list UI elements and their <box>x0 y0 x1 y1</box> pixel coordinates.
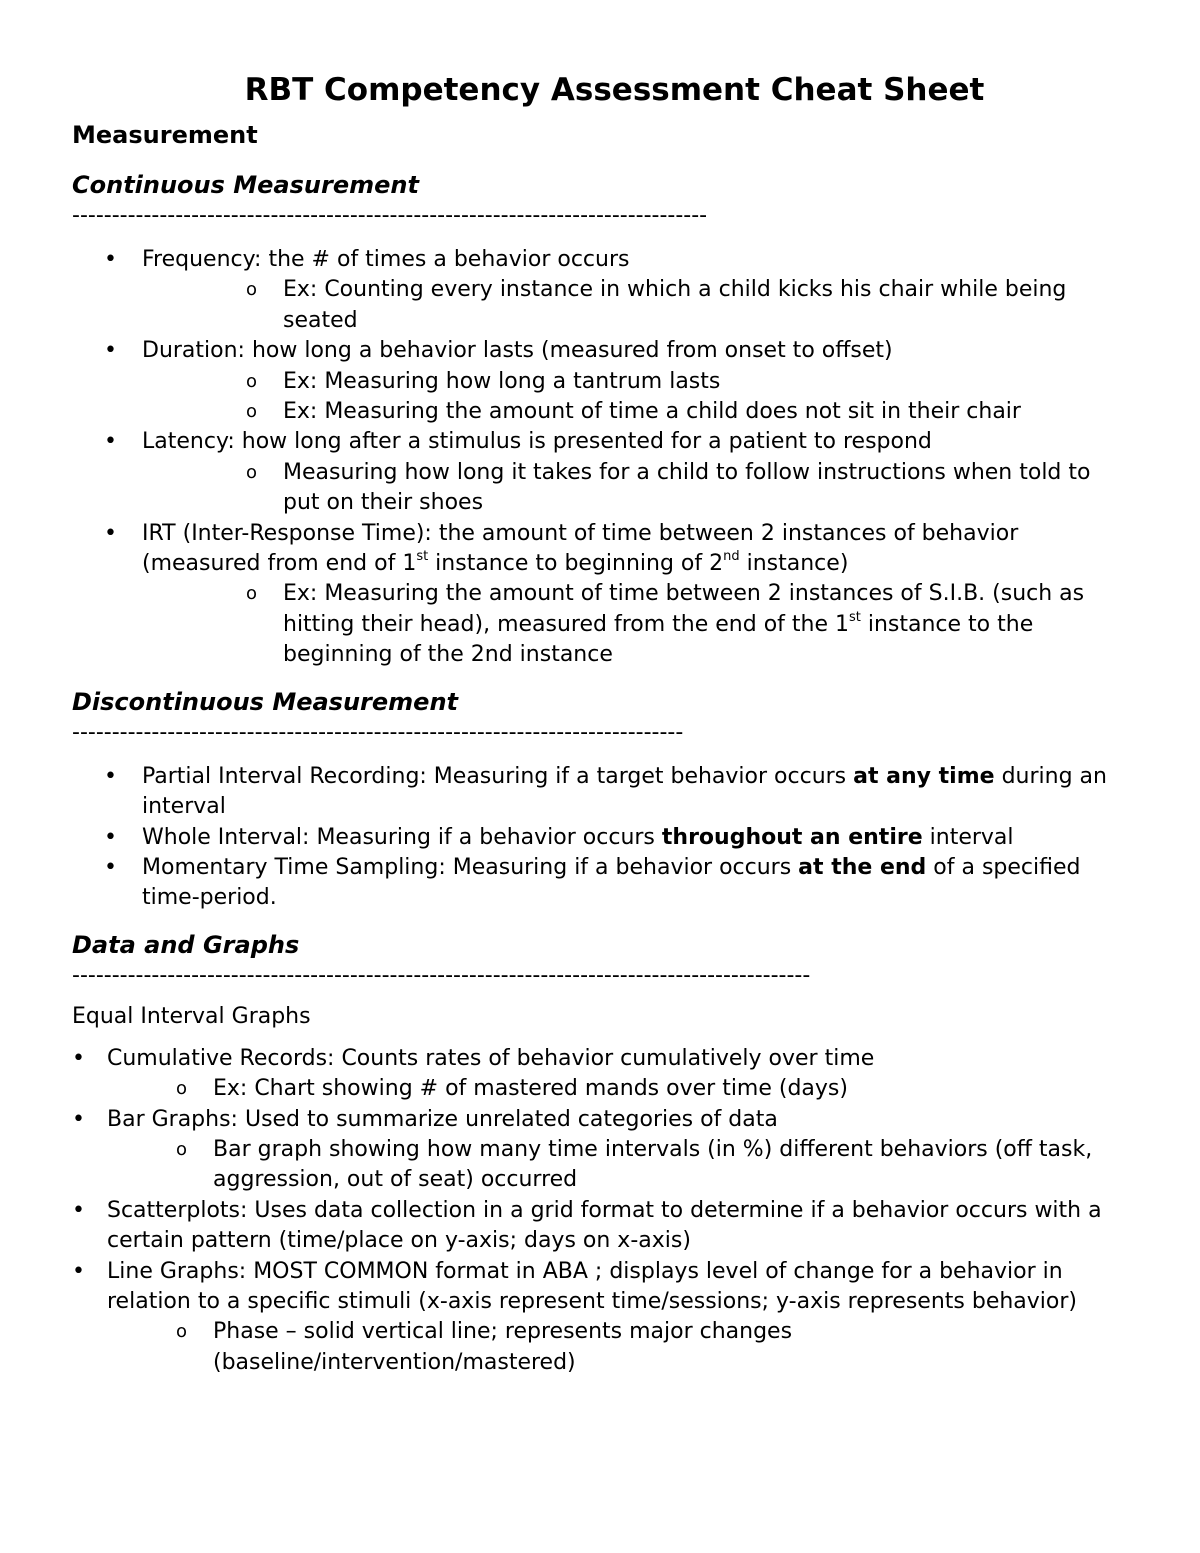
irt-superscript-st: st <box>416 549 429 565</box>
bullet-icon: • <box>104 338 117 364</box>
graphs-list <box>72 1044 1132 1378</box>
sub-list-item-text: Ex: Counting every instance in which a child kicks his chair while being seated <box>283 277 1067 333</box>
list-item <box>72 427 1132 518</box>
list-item <box>72 1257 1132 1379</box>
irt-sub-text-b: instance to the beginning of the 2nd instance <box>283 611 1034 668</box>
bold-text-run: at the end <box>798 854 927 880</box>
sub-list-item-text-irt <box>283 579 1132 670</box>
text-run: interval <box>922 824 1014 850</box>
continuous-list <box>72 245 1132 671</box>
text-run: Momentary Time Sampling: Measuring if a behavior occurs <box>142 854 799 880</box>
list-item-text-irt <box>142 519 1132 580</box>
list-item-text: Frequency: the # of times a behavior occurs <box>142 247 630 272</box>
sub-list-item-text: Ex: Measuring the amount of time a child does not sit in their chair <box>283 399 1021 425</box>
list-item <box>72 1044 1132 1105</box>
bullet-icon: • <box>104 520 117 546</box>
list-item-text: Cumulative Records: Counts rates of behavior cumulatively over time <box>107 1045 875 1071</box>
bullet-icon: • <box>72 1197 85 1223</box>
list-item-text: Line Graphs: MOST COMMON format in ABA ; displays level of change for a behavior in relation to a specific stimuli (x-axis represent time/sessions; y-axis represents behavior) <box>107 1258 1077 1314</box>
sub-list-item <box>142 275 1132 336</box>
sub-bullet-icon: o <box>176 1078 188 1100</box>
sub-list-item-text: Bar graph showing how many time intervals (in %) different behaviors (off task, aggression, out of seat) occurred <box>213 1136 1093 1193</box>
text-run: of a specified time-period. <box>142 854 1081 911</box>
sub-bullet-icon: o <box>176 1138 188 1160</box>
list-item <box>72 336 1132 427</box>
irt-text-b: instance to beginning of 2 <box>428 551 724 577</box>
list-item <box>72 519 1132 671</box>
sub-bullet-icon: o <box>176 1321 188 1343</box>
sub-bullet-icon: o <box>246 401 258 423</box>
sub-list-item <box>142 579 1132 670</box>
sub-bullet-icon: o <box>246 461 258 483</box>
subheading-discontinuous-measurement: Discontinuous Measurement <box>72 687 459 716</box>
list-item-text: Duration: how long a behavior lasts (measured from onset to offset) <box>142 338 893 364</box>
bullet-icon: • <box>72 1258 85 1284</box>
section-heading-measurement: Measurement <box>72 121 258 149</box>
equal-interval-graphs-label: Equal Interval Graphs <box>72 1003 311 1029</box>
bold-text-run: throughout an entire <box>661 824 923 850</box>
sub-list-item <box>142 458 1132 519</box>
sub-list-item <box>107 1074 1132 1104</box>
list-item-text: Bar Graphs: Used to summarize unrelated categories of data <box>107 1106 778 1132</box>
bullet-icon: • <box>104 247 117 272</box>
subheading-data-and-graphs: Data and Graphs <box>72 930 300 959</box>
sub-list-item-text: Ex: Measuring how long a tantrum lasts <box>283 368 721 394</box>
bold-text-run: at any time <box>853 763 995 789</box>
list-item-text <box>142 762 1132 823</box>
irt-sub-superscript: st <box>849 609 861 625</box>
subheading-continuous-measurement: Continuous Measurement <box>72 171 419 199</box>
irt-superscript-nd: nd <box>723 549 740 565</box>
list-item <box>72 823 1132 853</box>
list-item <box>72 1105 1132 1196</box>
discontinuous-list <box>72 762 1132 914</box>
sub-list-item <box>107 1317 1132 1378</box>
list-item <box>72 853 1132 914</box>
dashed-rule: ----------------------------------------------------------------------------- <box>72 719 684 745</box>
text-run: Partial Interval Recording: Measuring if a target behavior occurs <box>142 763 854 789</box>
sub-bullet-icon: o <box>246 370 258 392</box>
list-item-text: Scatterplots: Uses data collection in a grid format to determine if a behavior occurs with a certain pattern (time/place on y-axis; days on x-axis) <box>107 1197 1102 1254</box>
bullet-icon: • <box>104 763 117 789</box>
list-item-text <box>142 823 1132 853</box>
list-item-text <box>142 853 1132 914</box>
bullet-icon: • <box>104 824 117 850</box>
sub-list-item <box>142 367 1132 397</box>
list-item-text: Latency: how long after a stimulus is presented for a patient to respond <box>142 429 932 455</box>
list-item <box>72 1196 1132 1257</box>
list-item <box>72 762 1132 823</box>
irt-text-a: IRT (Inter-Response Time): the amount of time between 2 instances of behavior (measured from end of 1 <box>142 520 1019 577</box>
text-run: Whole Interval: Measuring if a behavior occurs <box>142 824 662 850</box>
sub-list-item <box>142 397 1132 427</box>
dashed-rule: -------------------------------------------------------------------------------- <box>72 203 708 228</box>
sub-list-item-text: Measuring how long it takes for a child to follow instructions when told to put on their shoes <box>283 459 1091 516</box>
dashed-rule: --------------------------------------------------------------------------------------------- <box>72 962 811 988</box>
bullet-icon: • <box>72 1106 85 1132</box>
page-title: RBT Competency Assessment Cheat Sheet <box>244 72 985 108</box>
sub-list-item <box>107 1135 1132 1196</box>
document-page <box>72 68 1132 1378</box>
sub-list-item-text: Phase – solid vertical line; represents major changes (baseline/intervention/mastered) <box>213 1319 793 1375</box>
irt-text-c: instance) <box>739 551 849 577</box>
sub-bullet-icon: o <box>246 583 258 605</box>
bullet-icon: • <box>104 854 117 880</box>
bullet-icon: • <box>72 1045 85 1071</box>
bullet-icon: • <box>104 429 117 455</box>
sub-list-item-text: Ex: Chart showing # of mastered mands over time (days) <box>213 1076 848 1102</box>
list-item <box>72 245 1132 336</box>
irt-sub-text-a: Ex: Measuring the amount of time between 2 instances of S.I.B. (such as hitting their head), measured from the end of the 1 <box>283 581 1085 637</box>
text-run: during an interval <box>142 763 1107 820</box>
sub-bullet-icon: o <box>246 279 258 301</box>
